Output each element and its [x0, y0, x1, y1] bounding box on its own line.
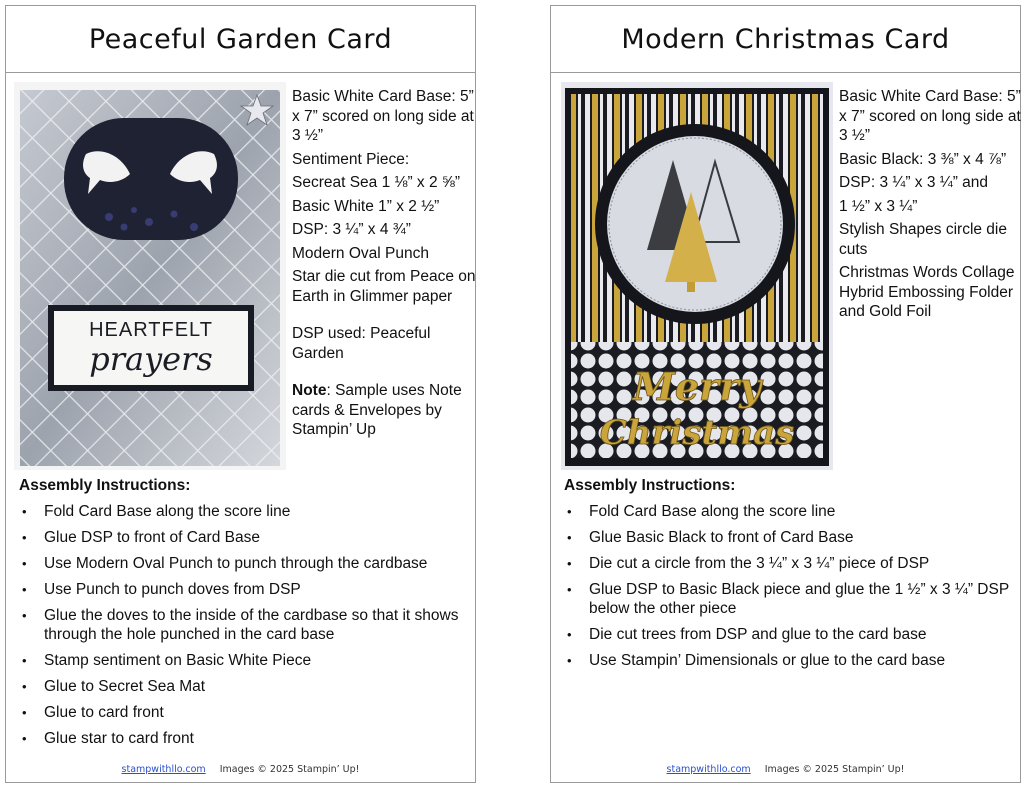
assembly-heading: Assembly Instructions:: [19, 477, 191, 494]
assembly-step: • Use Punch to punch doves from DSP: [19, 580, 465, 600]
modern-christmas-card-photo: [561, 82, 833, 470]
assembly-section: [564, 477, 1010, 677]
assembly-step: • Glue star to card front: [19, 729, 465, 749]
supply-item: DSP: 3 ¼” x 4 ¾”: [292, 221, 411, 238]
sentiment-line1: Merry: [632, 364, 762, 409]
assembly-step: • Glue DSP to front of Card Base: [19, 528, 465, 548]
supply-item: Sentiment Piece:: [292, 150, 410, 168]
footer: [6, 764, 475, 775]
modern-christmas-card-image: [561, 82, 833, 470]
supply-item: Star die cut from Peace on Earth in Glimmer paper: [292, 268, 476, 305]
supply-item: Basic Black: 3 ⅜” x 4 ⅞”: [839, 150, 1007, 168]
supply-item: Basic White 1” x 2 ½”: [292, 197, 440, 215]
footer-copyright: Images © 2025 Stampin’ Up!: [219, 764, 360, 775]
assembly-step: • Glue to card front: [19, 703, 465, 723]
supply-item: Stylish Shapes circle die cuts: [839, 221, 1007, 258]
peaceful-garden-card-image: [14, 82, 286, 470]
title-bar: [6, 6, 475, 73]
assembly-list: [19, 502, 465, 748]
supply-item: Modern Oval Punch: [292, 244, 429, 262]
assembly-step: • Die cut a circle from the 3 ¼” x 3 ¼” piece of DSP: [564, 554, 1010, 574]
supply-item: Basic White Card Base: 5” x 7” scored on long side at 3 ½”: [292, 88, 474, 144]
assembly-step: • Die cut trees from DSP and glue to the card base: [564, 625, 1010, 645]
supply-list: [292, 87, 476, 444]
sentiment-line2: prayers: [89, 340, 213, 378]
supply-item: 1 ½” x 3 ¼”: [839, 197, 918, 215]
note-label: Note: [292, 382, 327, 399]
sentiment-line2: Christmas: [599, 413, 795, 453]
supply-item: Christmas Words Collage Hybrid Embossing Folder and Gold Foil: [839, 264, 1015, 320]
supply-item: Secreat Sea 1 ⅛” x 2 ⅝”: [292, 174, 461, 191]
peaceful-garden-card-photo: [14, 82, 286, 470]
assembly-step: • Glue to Secret Sea Mat: [19, 677, 465, 697]
assembly-step: • Use Stampin’ Dimensionals or glue to the card base: [564, 651, 1010, 671]
footer: [551, 764, 1020, 775]
assembly-list: [564, 502, 1010, 670]
assembly-step: • Use Modern Oval Punch to punch through the cardbase: [19, 554, 465, 574]
sentiment-line1: HEARTFELT: [89, 319, 213, 341]
supply-item: Basic White Card Base: 5” x 7” scored on long side at 3 ½”: [839, 88, 1021, 144]
assembly-step: • Glue the doves to the inside of the cardbase so that it shows through the hole punched in the card base: [19, 606, 465, 645]
assembly-section: [19, 477, 465, 755]
card-title: Peaceful Garden Card: [88, 23, 393, 55]
footer-copyright: Images © 2025 Stampin’ Up!: [764, 764, 905, 775]
assembly-heading: Assembly Instructions:: [564, 477, 736, 494]
dsp-used: DSP used: Peaceful Garden: [292, 325, 431, 362]
supply-list: [839, 87, 1023, 326]
assembly-step: • Fold Card Base along the score line: [564, 502, 1010, 522]
assembly-step: • Fold Card Base along the score line: [19, 502, 465, 522]
supply-item: DSP: 3 ¼” x 3 ¼” and: [839, 174, 989, 191]
note: [292, 381, 476, 440]
title-bar: [551, 6, 1020, 73]
assembly-step: • Glue Basic Black to front of Card Base: [564, 528, 1010, 548]
assembly-step: • Stamp sentiment on Basic White Piece: [19, 651, 465, 671]
peaceful-garden-panel: [5, 5, 476, 783]
note-text: : Sample uses Note cards & Envelopes by Stampin’ Up: [292, 382, 462, 438]
card-title: Modern Christmas Card: [621, 23, 950, 55]
footer-link[interactable]: stampwithllo.com: [666, 764, 751, 775]
assembly-step: • Glue DSP to Basic Black piece and glue the 1 ½” x 3 ¼” DSP below the other piece: [564, 580, 1010, 619]
footer-link[interactable]: stampwithllo.com: [121, 764, 206, 775]
modern-christmas-panel: [550, 5, 1021, 783]
